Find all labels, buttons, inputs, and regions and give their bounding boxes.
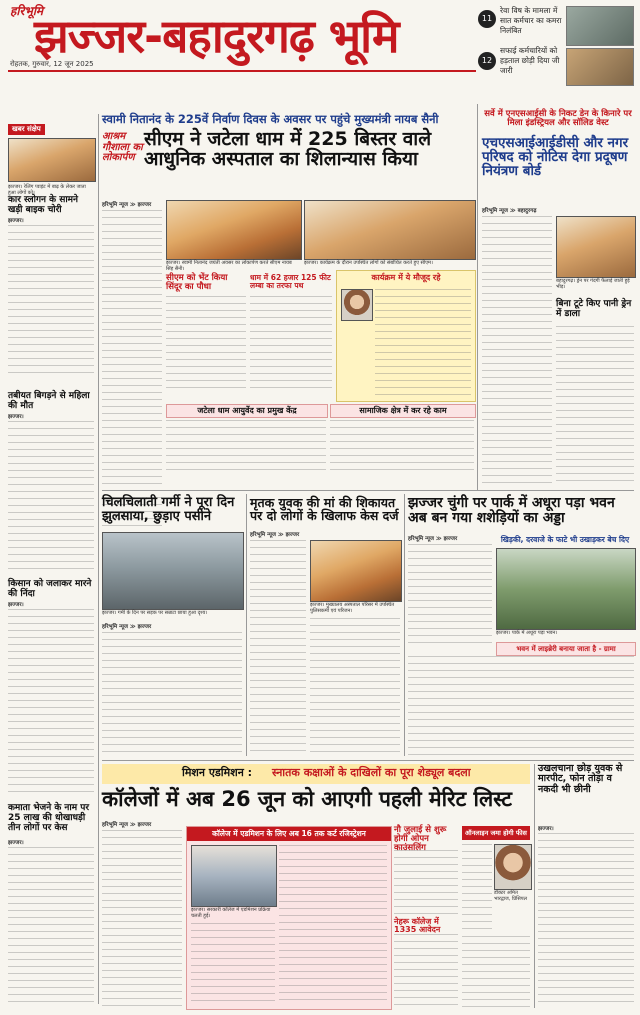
subhead-bar bbox=[496, 642, 636, 656]
photo-caption: झज्जर। रेलिंग प्वाइंट में बाढ़ के लेकर जाता हुआ लोगों को। bbox=[8, 184, 86, 196]
portrait-label-bar bbox=[462, 826, 530, 840]
text-filler bbox=[462, 936, 530, 1008]
right-bottom-byline: झज्जर। bbox=[538, 826, 554, 832]
mid-byline: हरिभूमि न्यूज ≫ झज्जर bbox=[250, 532, 300, 538]
text-filler bbox=[394, 934, 458, 1008]
text-filler bbox=[556, 326, 634, 486]
photo-label: खिड़की, दरवाजे के फाटे भी उखाड़कर बेच दिए bbox=[500, 535, 630, 544]
text-filler bbox=[330, 420, 474, 476]
mission-box-title: कॉलेज में एडमिशन के लिए अब 16 तक कर्ट रजिस्ट्रेशन bbox=[212, 829, 366, 838]
mid-body bbox=[310, 618, 400, 754]
text-filler bbox=[102, 632, 242, 756]
photo-caption: बहादुरगढ़। ड्रेन पर गंदगी फैलाई जाती हुई भीड़। bbox=[556, 278, 630, 290]
text-filler bbox=[166, 296, 246, 394]
right-headline[interactable]: एचएसआईआईडीसी और नगर परिषद को नोटिस देगा प्रदूषण नियंत्रण बोर्ड bbox=[482, 135, 629, 180]
masthead-rule bbox=[8, 70, 476, 72]
text-filler bbox=[375, 289, 471, 397]
right-bottom-body bbox=[538, 826, 634, 1008]
lead-photo bbox=[304, 200, 476, 260]
teaser-number: 12 bbox=[478, 52, 496, 70]
teaser-text[interactable]: सफाई कर्मचारियों को हड़ताल छोड़ी दिया जी जारी bbox=[500, 46, 560, 75]
section-label: खबर संक्षेप bbox=[8, 124, 45, 135]
right-kicker: सर्वे में एनएसआईसी के निकट डेन के किनारे पर मिला इंडस्ट्रियल और सॉलिड वेस्ट bbox=[484, 109, 632, 128]
lead-subhead: सामाजिक क्षेत्र में कर रहे काम bbox=[359, 406, 447, 415]
teaser-thumbnail bbox=[566, 48, 634, 86]
inset-body bbox=[375, 289, 471, 397]
text-filler bbox=[8, 609, 94, 798]
text-filler bbox=[8, 421, 94, 574]
lead-headline[interactable]: सीएम ने जटेला धाम में 225 बिस्तर वाले आधुनिक अस्पताल का शिलान्यास किया bbox=[144, 128, 432, 170]
lead-photo bbox=[166, 200, 302, 260]
dateline: रोहतक, गुरुवार, 12 जून 2025 bbox=[10, 60, 94, 68]
text-filler bbox=[310, 618, 400, 754]
inset-box bbox=[336, 270, 476, 402]
lead-kicker: स्वामी नितानंद के 225वें निर्वाण दिवस के अवसर पर पहुंचे मुख्यमंत्री नायब सैनी bbox=[102, 112, 439, 126]
text-filler bbox=[8, 847, 94, 1008]
photo-caption: झज्जर। सरकारी कॉलेज में एडमिशन प्रक्रिया चलती हुई। bbox=[191, 907, 271, 919]
brief-body bbox=[8, 218, 94, 378]
lead-body bbox=[250, 296, 332, 394]
text-filler bbox=[394, 850, 458, 914]
mission-body bbox=[462, 844, 492, 934]
column-divider bbox=[534, 764, 535, 1008]
principal-portrait bbox=[494, 844, 532, 890]
brief-byline: झज्जर। bbox=[8, 602, 24, 608]
mission-banner bbox=[102, 764, 530, 784]
brief-byline: झज्जर। bbox=[8, 414, 24, 420]
inset-label: कार्यक्रम में ये मौजूद रहे bbox=[371, 273, 441, 282]
text-filler bbox=[538, 833, 634, 1008]
subhead-bar bbox=[166, 404, 328, 418]
brief-photo bbox=[8, 138, 96, 182]
text-filler bbox=[408, 544, 492, 644]
mission-box-body bbox=[191, 923, 275, 1005]
photo-caption: झज्जर। कार्यक्रम के दौरान उपस्थित लोगों को संबोधित करते हुए सीएम। bbox=[304, 260, 433, 266]
portrait-caption: डॉक्टर अमित भारद्वाज, प्रिंसिपल bbox=[494, 890, 527, 902]
mid-byline: हरिभूमि न्यूज ≫ झज्जर bbox=[408, 536, 458, 542]
right-byline: हरिभूमि न्यूज ≫ बहादुरगढ़ bbox=[482, 208, 537, 214]
brief-headline[interactable]: कमाता भेजने के नाम पर 25 लाख की धोखाधड़ी तीन लोगों पर केस bbox=[8, 803, 90, 833]
text-filler bbox=[191, 923, 275, 1005]
text-filler bbox=[102, 830, 182, 1008]
mid-headline[interactable]: चिलचिलाती गर्मी ने पूरा दिन झुलसाया, छुड़ाए पसीने bbox=[102, 495, 235, 524]
text-filler bbox=[408, 656, 634, 756]
brief-byline: झज्जर। bbox=[8, 840, 24, 846]
portrait-label: ऑनलाइन जमा होगी फीस bbox=[465, 829, 527, 837]
mission-byline: हरिभूमि न्यूज ≫ झज्जर bbox=[102, 822, 152, 828]
column-divider bbox=[404, 494, 405, 756]
mission-body bbox=[462, 936, 530, 1008]
teaser-thumbnail bbox=[566, 6, 634, 46]
masthead-title: झज्जर-बहादुरगढ़ भूमि bbox=[34, 9, 399, 63]
mission-box-body bbox=[279, 845, 387, 1005]
brief-body bbox=[8, 840, 94, 1008]
text-filler bbox=[250, 540, 306, 754]
lead-subhead: सीएम को भेंट किया सिंदूर का पौधा bbox=[166, 273, 228, 292]
mid-headline[interactable]: झज्जर चुंगी पर पार्क में अधूरा पड़ा भवन अब बन गया शशेड़ियों का अड्डा bbox=[408, 495, 615, 526]
mid-photo bbox=[496, 548, 636, 630]
brief-byline: झज्जर। bbox=[8, 218, 24, 224]
subhead-bar bbox=[330, 404, 476, 418]
text-filler bbox=[250, 296, 332, 394]
lead-side-tag: आश्रम गौशाला का लोकार्पण bbox=[102, 131, 143, 163]
text-filler bbox=[8, 225, 94, 378]
text-filler bbox=[482, 216, 552, 486]
column-divider bbox=[477, 104, 478, 490]
right-body bbox=[556, 326, 634, 486]
brief-headline[interactable]: किसान को जलाकर मारने की निंदा bbox=[8, 579, 92, 599]
lead-body bbox=[102, 210, 162, 528]
mid-byline: हरिभूमि न्यूज ≫ झज्जर bbox=[102, 624, 152, 630]
lead-body bbox=[166, 420, 326, 476]
brief-body bbox=[8, 414, 94, 574]
lead-subhead: धाम में 62 हजार 125 फीट लम्बा का तरफा पथ bbox=[250, 273, 331, 290]
photo-caption: झज्जर। स्वामी नितानंद जयंती अवसर का लोकार्पण करते सीएम नायब सिंह सैनी। bbox=[166, 260, 292, 272]
photo-caption: झज्जर। गर्मी के दिन पर सड़क पर सन्नाटा छाया हुआ दृश्य। bbox=[102, 610, 208, 616]
mid-photo bbox=[102, 532, 244, 610]
section-divider bbox=[102, 490, 634, 491]
lead-subhead: जटेला धाम आयुर्वेद का प्रमुख केंद्र bbox=[197, 406, 297, 415]
photo-caption: झज्जर। पार्क में अधूरा पड़ा भवन। bbox=[496, 630, 558, 636]
lead-body bbox=[166, 296, 246, 394]
brief-headline[interactable]: तबीयत बिगड़ने से महिला की मौत bbox=[8, 391, 90, 411]
right-bottom-headline[interactable]: उखलचाना छोड़ युवक से मारपीट, फोन तोड़ा व नकदी भी छीनी bbox=[538, 763, 623, 795]
mission-body bbox=[394, 850, 458, 914]
lead-byline: हरिभूमि न्यूज ≫ झज्जर bbox=[102, 202, 152, 208]
mid-photo bbox=[310, 540, 402, 602]
column-divider bbox=[246, 494, 247, 756]
right-body bbox=[482, 216, 552, 486]
left-column bbox=[8, 116, 94, 196]
text-filler bbox=[166, 420, 326, 476]
mid-headline[interactable]: मृतक युवक की मां की शिकायत पर दो लोगों के खिलाफ केस दर्ज bbox=[250, 495, 399, 524]
mission-note: नेहरू कॉलेज में 1335 आवेदन bbox=[394, 917, 441, 935]
teaser-number: 11 bbox=[478, 10, 496, 28]
mission-photo bbox=[191, 845, 277, 907]
inset-portrait bbox=[341, 289, 373, 321]
right-side-headline[interactable]: बिना टूटे किए पानी ड्रेन में डाला bbox=[556, 299, 632, 319]
brand-logo: हरिभूमि bbox=[10, 4, 44, 18]
mission-body bbox=[394, 934, 458, 1008]
mission-kicker-label: मिशन एडमिशन : bbox=[182, 766, 253, 779]
lead-body bbox=[330, 420, 474, 476]
mission-box-header bbox=[187, 827, 391, 841]
column-divider bbox=[98, 114, 99, 1004]
text-filler bbox=[279, 845, 387, 1005]
mission-kicker: स्नातक कक्षाओं के दाखिलों का पूरा शेड्यूल बदला bbox=[272, 766, 471, 779]
text-filler bbox=[462, 844, 492, 934]
mid-body bbox=[250, 540, 306, 754]
brief-body bbox=[8, 602, 94, 798]
mission-body bbox=[102, 830, 182, 1008]
mid-body bbox=[408, 656, 634, 756]
section-divider bbox=[102, 760, 634, 761]
teaser-panel bbox=[478, 4, 636, 84]
brief-headline[interactable]: कार स्लोगन के सामने खड़ी बाइक चोरी bbox=[8, 195, 79, 215]
mid-subhead: भवन में लाइब्रेरी बनाया जाता है - ग्रामा bbox=[516, 645, 616, 653]
mid-body bbox=[102, 632, 242, 756]
mission-box bbox=[186, 826, 392, 1010]
mission-headline[interactable]: कॉलेजों में अब 26 जून को आएगी पहली मेरिट लिस्ट bbox=[102, 787, 512, 811]
text-filler bbox=[102, 210, 162, 528]
mid-body bbox=[408, 544, 492, 644]
mission-note: नौ जुलाई से शुरू होगी ओपन काउंसलिंग bbox=[394, 825, 447, 853]
teaser-text[interactable]: रेवा विष के मामला में सात कर्मचार का कमरा निलंबित bbox=[500, 6, 562, 35]
photo-caption: झज्जर। मुख्यालय अस्पताल परिसर में उपस्थित पुलिसकर्मी एवं परिजन। bbox=[310, 602, 395, 614]
right-photo bbox=[556, 216, 636, 278]
